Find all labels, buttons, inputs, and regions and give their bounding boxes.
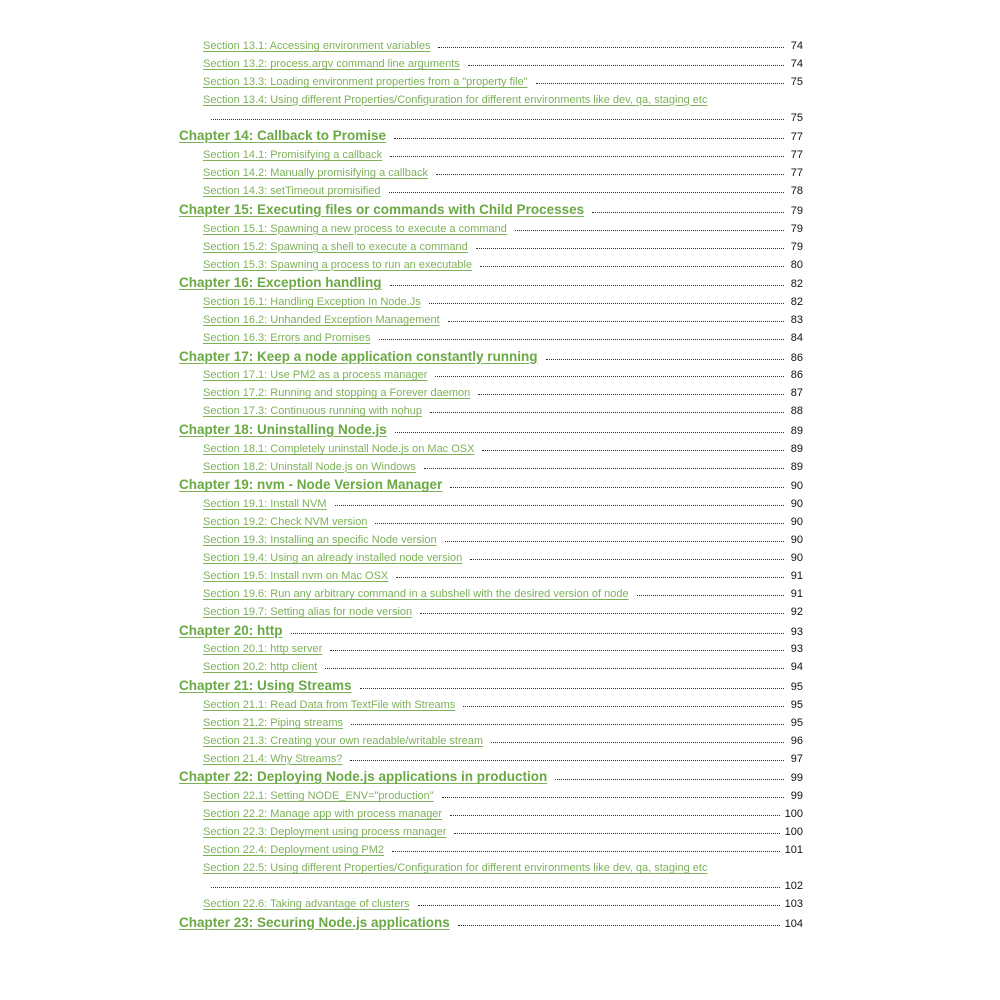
page-number[interactable]: 74	[790, 57, 803, 70]
toc-section-link[interactable]: Section 14.2: Manually promisifying a callback	[203, 167, 429, 180]
toc-section-entry	[179, 856, 803, 874]
toc-section-entry	[179, 364, 803, 382]
toc-section-entry	[179, 784, 803, 802]
dot-leader	[418, 905, 780, 906]
dot-leader	[351, 724, 784, 725]
page-number[interactable]: 84	[790, 331, 803, 344]
toc-section-link[interactable]: Section 16.3: Errors and Promises	[203, 331, 371, 344]
page-number[interactable]: 90	[790, 534, 803, 547]
dot-leader	[445, 541, 784, 542]
toc-section-entry-continuation	[179, 874, 803, 892]
page-number[interactable]: 103	[784, 897, 803, 910]
toc-section-entry	[179, 820, 803, 838]
page-number[interactable]: 100	[784, 808, 803, 821]
dot-leader	[448, 321, 784, 322]
toc-section-entry	[179, 802, 803, 820]
dot-leader	[478, 394, 784, 395]
toc-section-link[interactable]: Section 16.2: Unhanded Exception Management	[203, 313, 440, 326]
toc-section-entry	[179, 179, 803, 197]
dot-leader	[435, 376, 784, 377]
dot-leader	[394, 138, 784, 139]
dot-leader	[536, 83, 784, 84]
page-number[interactable]: 79	[790, 204, 803, 217]
dot-leader	[420, 613, 784, 614]
toc-section-entry	[179, 564, 803, 582]
toc-section-entry	[179, 70, 803, 88]
toc-section-link[interactable]: Section 16.1: Handling Exception In Node.Js	[203, 296, 421, 309]
toc-section-link[interactable]: Section 22.6: Taking advantage of clusters	[203, 897, 410, 910]
toc-section-entry	[179, 528, 803, 546]
toc-section-link[interactable]: Section 19.2: Check NVM version	[203, 516, 368, 529]
toc-section-link[interactable]: Section 18.2: Uninstall Node.js on Windows	[203, 460, 416, 473]
toc-section-link[interactable]: Section 19.4: Using an already installed node version	[203, 552, 463, 565]
dot-leader	[330, 650, 784, 651]
page-number[interactable]: 90	[790, 552, 803, 565]
toc-section-link[interactable]: Section 19.1: Install NVM	[203, 498, 327, 511]
dot-leader	[375, 523, 784, 524]
page-number[interactable]: 89	[790, 442, 803, 455]
toc-chapter-link[interactable]: Chapter 18: Uninstalling Node.js	[179, 421, 387, 437]
page-number[interactable]: 90	[790, 480, 803, 493]
toc-section-link[interactable]: Section 22.4: Deployment using PM2	[203, 844, 384, 857]
dot-leader	[546, 359, 784, 360]
toc-section-link[interactable]: Section 20.1: http server	[203, 643, 323, 656]
toc-section-entry	[179, 88, 803, 106]
toc-section-link[interactable]: Section 19.5: Install nvm on Mac OSX	[203, 570, 389, 583]
toc-section-link[interactable]: Section 15.1: Spawning a new process to execute a command	[203, 222, 507, 235]
dot-leader	[450, 815, 780, 816]
page-number[interactable]: 75	[790, 75, 803, 88]
dot-leader	[555, 779, 784, 780]
toc-section-link[interactable]: Section 20.2: http client	[203, 661, 318, 674]
dot-leader	[291, 633, 784, 634]
toc-section-link[interactable]: Section 21.2: Piping streams	[203, 716, 344, 729]
toc-chapter-link[interactable]: Chapter 22: Deploying Node.js applications in production	[179, 769, 548, 785]
toc-chapter-entry	[179, 910, 803, 930]
toc-section-entry	[179, 253, 803, 271]
dot-leader	[515, 230, 784, 231]
toc-section-entry	[179, 655, 803, 673]
toc-section-link[interactable]: Section 17.1: Use PM2 as a process manager	[203, 369, 428, 382]
toc-chapter-link[interactable]: Chapter 23: Securing Node.js applications	[179, 914, 450, 930]
toc-section-entry	[179, 52, 803, 70]
toc-section-entry	[179, 235, 803, 253]
toc-chapter-entry	[179, 618, 803, 638]
toc-section-entry	[179, 143, 803, 161]
page-number[interactable]: 93	[790, 643, 803, 656]
toc-section-entry	[179, 729, 803, 747]
page-number[interactable]: 99	[790, 772, 803, 785]
toc-section-link[interactable]: Section 19.3: Installing an specific Node version	[203, 534, 437, 547]
dot-leader	[390, 285, 784, 286]
page-number[interactable]: 79	[790, 240, 803, 253]
dot-leader	[389, 192, 784, 193]
toc-section-link[interactable]: Section 17.3: Continuous running with nohup	[203, 405, 422, 418]
toc-section-link[interactable]: Section 13.1: Accessing environment variables	[203, 39, 431, 52]
toc-chapter-link[interactable]: Chapter 19: nvm - Node Version Manager	[179, 477, 443, 493]
toc-section-entry	[179, 510, 803, 528]
dot-leader	[468, 65, 784, 66]
toc-section-link[interactable]: Section 22.3: Deployment using process manager	[203, 826, 447, 839]
page-number[interactable]: 77	[790, 167, 803, 180]
page-number[interactable]: 95	[790, 698, 803, 711]
page-number[interactable]: 89	[790, 460, 803, 473]
dot-leader	[335, 505, 784, 506]
page-number[interactable]: 77	[790, 131, 803, 144]
toc-section-entry	[179, 399, 803, 417]
toc-section-entry	[179, 217, 803, 235]
toc-chapter-entry	[179, 344, 803, 364]
page-number[interactable]: 82	[790, 278, 803, 291]
toc-section-link[interactable]: Section 19.6: Run any arbitrary command in a subshell with the desired version of node	[203, 588, 629, 600]
toc-section-link[interactable]: Section 22.1: Setting NODE_ENV="production"	[203, 790, 434, 803]
page-number[interactable]: 82	[790, 296, 803, 309]
toc-section-link[interactable]: Section 21.1: Read Data from TextFile with Streams	[203, 698, 456, 711]
dot-leader	[211, 119, 784, 120]
page-number[interactable]: 86	[790, 369, 803, 382]
toc-chapter-link[interactable]: Chapter 14: Callback to Promise	[179, 128, 387, 144]
toc-section-link[interactable]: Section 22.2: Manage app with process manager	[203, 808, 443, 821]
dot-leader	[463, 706, 784, 707]
dot-leader	[429, 303, 784, 304]
toc-section-entry	[179, 546, 803, 564]
toc-section-link[interactable]: Section 17.2: Running and stopping a Forever daemon	[203, 387, 471, 400]
toc-section-link[interactable]: Section 21.3: Creating your own readable/writable stream	[203, 734, 484, 747]
toc-section-entry	[179, 892, 803, 910]
page-number[interactable]: 95	[790, 716, 803, 729]
page-number[interactable]: 83	[790, 313, 803, 326]
toc-section-entry	[179, 838, 803, 856]
toc-section-entry	[179, 582, 803, 600]
dot-leader	[637, 595, 784, 596]
page-number[interactable]: 90	[790, 516, 803, 529]
toc-chapter-entry	[179, 417, 803, 437]
page-number[interactable]: 87	[790, 387, 803, 400]
dot-leader	[438, 47, 784, 48]
toc-section-entry	[179, 308, 803, 326]
page-number[interactable]: 86	[790, 351, 803, 364]
dot-leader	[211, 887, 780, 888]
page-number[interactable]: 79	[790, 222, 803, 235]
dot-leader	[454, 833, 779, 834]
dot-leader	[442, 797, 784, 798]
page-number[interactable]: 93	[790, 625, 803, 638]
page-number[interactable]: 94	[790, 661, 803, 674]
page-number[interactable]: 77	[790, 149, 803, 162]
dot-leader	[424, 468, 784, 469]
dot-leader	[390, 156, 784, 157]
toc-chapter-link[interactable]: Chapter 20: http	[179, 622, 283, 638]
toc-section-link[interactable]: Section 21.4: Why Streams?	[203, 752, 343, 765]
toc-section-entry	[179, 34, 803, 52]
toc-section-entry	[179, 747, 803, 765]
toc-chapter-link[interactable]: Chapter 17: Keep a node application constantly running	[179, 348, 538, 364]
page-number[interactable]: 92	[790, 605, 803, 618]
toc-section-link[interactable]: Section 14.3: setTimeout promisified	[203, 185, 381, 198]
toc-section-entry	[179, 161, 803, 179]
page-number[interactable]: 91	[790, 588, 803, 600]
toc-section-entry	[179, 290, 803, 308]
toc-section-entry	[179, 600, 803, 618]
toc-section-link[interactable]: Section 14.1: Promisifying a callback	[203, 149, 383, 162]
toc-section-entry	[179, 492, 803, 510]
dot-leader	[430, 412, 784, 413]
table-of-contents	[179, 34, 803, 930]
page-number[interactable]: 104	[784, 917, 803, 930]
dot-leader	[350, 760, 784, 761]
page-number[interactable]: 75	[790, 111, 803, 124]
toc-section-entry	[179, 326, 803, 344]
page-number[interactable]: 97	[790, 752, 803, 765]
dot-leader	[450, 487, 784, 488]
page-number[interactable]: 99	[790, 790, 803, 803]
toc-chapter-entry	[179, 271, 803, 291]
toc-chapter-link[interactable]: Chapter 21: Using Streams	[179, 678, 352, 693]
toc-section-link[interactable]: Section 18.1: Completely uninstall Node.js on Mac OSX	[203, 442, 475, 455]
dot-leader	[392, 851, 780, 852]
toc-section-entry	[179, 693, 803, 711]
toc-section-link[interactable]: Section 22.5: Using different Properties/Configuration for different environments like dev, qa, staging etc	[203, 862, 708, 875]
dot-leader	[379, 339, 784, 340]
page-number[interactable]: 80	[790, 258, 803, 271]
page-number[interactable]: 96	[790, 734, 803, 747]
toc-chapter-entry	[179, 673, 803, 693]
toc-section-link[interactable]: Section 13.3: Loading environment properties from a "property file"	[203, 75, 528, 88]
dot-leader	[396, 577, 784, 578]
dot-leader	[360, 688, 784, 689]
dot-leader	[480, 266, 784, 267]
page-number[interactable]: 74	[790, 39, 803, 52]
page-number[interactable]: 89	[790, 424, 803, 437]
toc-chapter-entry	[179, 124, 803, 144]
dot-leader	[458, 925, 780, 926]
dot-leader	[325, 668, 784, 669]
page-number[interactable]: 88	[790, 405, 803, 418]
toc-section-link[interactable]: Section 19.7: Setting alias for node version	[203, 605, 413, 618]
dot-leader	[491, 742, 784, 743]
toc-chapter-entry	[179, 765, 803, 785]
page-number[interactable]: 95	[790, 681, 803, 693]
toc-section-entry	[179, 638, 803, 656]
toc-section-entry-continuation	[179, 106, 803, 124]
toc-section-link[interactable]: Section 15.3: Spawning a process to run an executable	[203, 258, 473, 271]
page-number[interactable]: 91	[790, 570, 803, 583]
dot-leader	[470, 559, 784, 560]
toc-chapter-link[interactable]: Chapter 16: Exception handling	[179, 275, 382, 291]
toc-section-link[interactable]: Section 15.2: Spawning a shell to execute a command	[203, 240, 468, 253]
page-number[interactable]: 102	[784, 879, 803, 892]
dot-leader	[476, 248, 784, 249]
toc-section-link[interactable]: Section 13.2: process.argv command line arguments	[203, 57, 460, 70]
page-number[interactable]: 90	[790, 498, 803, 511]
toc-chapter-entry	[179, 197, 803, 217]
toc-section-entry	[179, 381, 803, 399]
page-number[interactable]: 100	[784, 826, 803, 839]
dot-leader	[482, 450, 784, 451]
page-number[interactable]: 78	[790, 185, 803, 198]
toc-chapter-entry	[179, 473, 803, 493]
toc-section-entry	[179, 455, 803, 473]
dot-leader	[395, 432, 784, 433]
toc-section-link[interactable]: Section 13.4: Using different Properties/Configuration for different environments like dev, qa, staging etc	[203, 93, 708, 106]
toc-section-entry	[179, 437, 803, 455]
toc-chapter-link[interactable]: Chapter 15: Executing files or commands with Child Processes	[179, 201, 585, 217]
page-number[interactable]: 101	[784, 844, 803, 857]
dot-leader	[436, 174, 784, 175]
toc-section-entry	[179, 711, 803, 729]
dot-leader	[592, 212, 784, 213]
